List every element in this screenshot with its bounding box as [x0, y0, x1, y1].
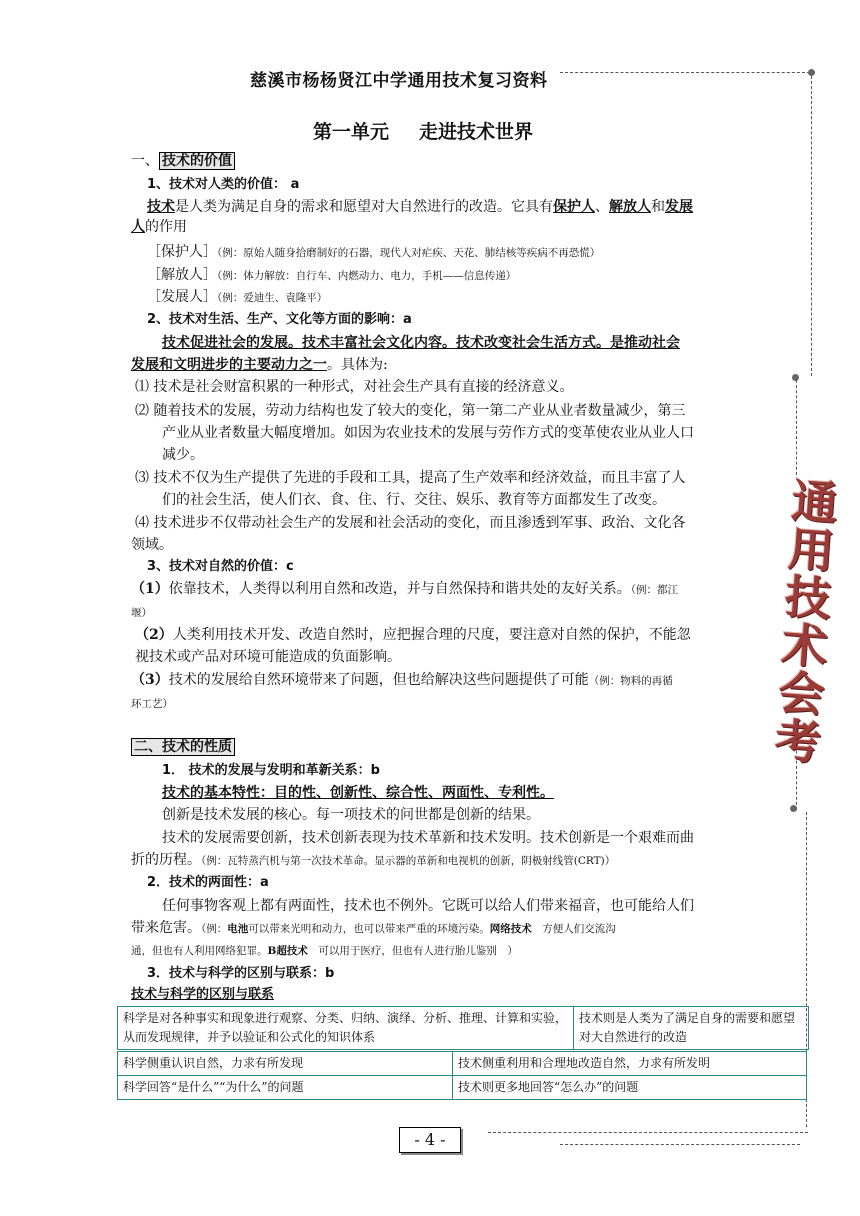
unit-name: 走进技术世界: [419, 121, 534, 143]
table-cell: 技术侧重利用和合理地改造自然，力求有所发明: [453, 1052, 807, 1076]
text: 依靠技术，人类得以利用自然和改造，并与自然保持和谐共处的友好关系。: [168, 581, 631, 597]
table-cell: 科学回答“是什么”“为什么”的问题: [118, 1076, 453, 1100]
table-cell: 科学是对各种事实和现象进行观察、分类、归纳、演绎、分析、推理、计算和实验，从而发现规律，并予以验证和公式化的知识体系: [118, 1007, 574, 1050]
banner-char: 技: [783, 569, 833, 627]
s2-sub1-p2-line2: [131, 851, 615, 870]
section2-prefix: 二、: [134, 739, 162, 755]
sub2-point-4-line1: ⑷ 技术进步不仅带动社会生产的发展和社会活动的变化，而且渗透到军事、政治、文化各: [135, 515, 686, 531]
right-dash-line-mid: [796, 380, 797, 480]
school-title: 慈溪市杨杨贤江中学通用技术复习资料: [250, 71, 548, 91]
text: 和: [651, 199, 665, 215]
term-develop-end: 人: [131, 219, 145, 235]
s2-sub2-heading: 2．技术的两面性：a: [147, 875, 269, 890]
s2-sub2-line2: [131, 919, 616, 938]
note: （例：都江: [630, 584, 678, 596]
value-item-protect: [147, 243, 600, 262]
s2-sub2-line1: 任何事物客观上都有两面性，技术也不例外。它既可以给人们带来福音，也可能给人们: [162, 898, 694, 914]
sub2-point-3-line1: ⑶ 技术不仅为生产提供了先进的手段和工具，提高了生产效率和经济效益，而且丰富了人: [135, 470, 686, 486]
sub2-summary-line2: [131, 356, 388, 374]
term-liberate: 解放人: [609, 199, 651, 215]
sub2-point-4-line2: 领域。: [131, 537, 173, 553]
sub3-heading: 3、技术对自然的价值：c: [147, 559, 294, 574]
text: 的作用: [145, 219, 187, 235]
page-number: - 4 -: [399, 1127, 461, 1153]
comparison-table: [117, 1006, 809, 1050]
term-develop: 发展: [665, 199, 693, 215]
section2-title: 技术的性质: [162, 739, 232, 755]
right-dot-2: [790, 805, 797, 812]
note: （例：: [201, 923, 228, 935]
sub3-point-2-line1: [135, 626, 691, 644]
sub2-point-2-line2: 产业从业者数量大幅度增加。如因为农业技术的发展与劳作方式的变革使农业从业人口: [162, 425, 694, 441]
sub1-paragraph-line1: [147, 198, 693, 216]
sub1-paragraph-line2: [131, 218, 187, 236]
note-term-network: 网络技术: [489, 923, 532, 935]
s2-sub2-line3: [131, 942, 518, 960]
unit-number: 第一单元: [313, 121, 390, 143]
sub2-heading: 2、技术对生活、生产、文化等方面的影响：a: [147, 312, 412, 327]
section1-heading: [131, 152, 235, 170]
table-cell: 技术则更多地回答“怎么办”的问题: [453, 1076, 807, 1100]
section1-title: 技术的价值: [159, 152, 235, 170]
sub1-heading: 1、技术对人类的价值： a: [147, 177, 300, 192]
point-number: （3）: [131, 672, 169, 688]
right-dash-line-top: [811, 76, 812, 376]
sub2-point-2-line3: 减少。: [162, 447, 204, 463]
value-item-develop: [147, 288, 327, 307]
bottom-dash-line: [488, 1132, 808, 1133]
s2-sub1-heading: 1． 技术的发展与发明和革新关系：b: [162, 763, 380, 778]
banner-char: 用: [786, 521, 837, 579]
unit-title: [313, 117, 533, 144]
note: 通，但也有人利用网络犯罪。: [131, 945, 268, 957]
note: 可以带来光明和动力，也可以带来严重的环境污染。: [248, 923, 490, 935]
note: （例：瓦特蒸汽机与第一次技术革命。显示器的革新和电视机的创新，阴极射线管(CRT)）: [201, 855, 616, 867]
banner-char: 通: [789, 473, 840, 531]
note: 可以用于医疗，但也有人进行胎儿鉴别 ）: [307, 945, 518, 957]
section1-prefix: 一、: [131, 153, 159, 169]
summary-emphasis: 发展和文明进步的主要动力之一: [131, 357, 327, 373]
banner-char: 考: [773, 713, 823, 771]
table-title: 技术与科学的区别与联系: [131, 987, 275, 1002]
sub3-point-2-line2: 视技术或产品对环境可能造成的负面影响。: [135, 649, 401, 665]
sub2-summary-line1: 技术促进社会的发展。技术丰富社会文化内容。技术改变社会生活方式。是推动社会: [162, 335, 680, 351]
s2-sub1-p1: 创新是技术发展的核心。每一项技术的问世都是创新的结果。: [162, 807, 540, 823]
term-protect: 保护人: [553, 199, 595, 215]
bottom-dash-line-2: [560, 1144, 800, 1145]
value-label: ［解放人］: [147, 267, 217, 283]
text: 技术的发展给自然环境带来了问题，但也给解决这些问题提供了可能: [168, 672, 589, 688]
text: 、: [595, 199, 609, 215]
text: 折的历程。: [131, 852, 201, 868]
banner-char: 会: [776, 665, 827, 723]
sub2-point-3-line2: 们的社会生活，使人们衣、食、住、行、交往、娱乐、教育等方面都发生了改变。: [162, 492, 666, 508]
s2-sub1-p2-line1: 技术的发展需要创新，技术创新表现为技术革新和技术发明。技术创新是一个艰难而曲: [162, 830, 694, 846]
top-right-dot: [808, 69, 815, 76]
section2-title-box: [131, 738, 235, 756]
vertical-banner: [770, 473, 847, 771]
sub3-point-3-line1: [131, 671, 673, 690]
text: 人类利用技术开发、改造自然时，应把握合理的尺度，要注意对自然的保护，不能忽: [172, 627, 691, 643]
text: 。具体为:: [327, 357, 388, 373]
banner-char: 术: [779, 617, 830, 675]
table-row: [118, 1052, 807, 1076]
s2-sub3-heading: 3．技术与科学的区别与联系：b: [147, 966, 335, 981]
note-term-battery: 电池: [227, 923, 249, 935]
note: 方便人们交流沟: [531, 923, 616, 935]
text: 带来危害。: [131, 920, 201, 936]
sub2-point-1: ⑴ 技术是社会财富积累的一种形式，对社会生产具有直接的经济意义。: [135, 379, 574, 395]
sub3-point-1-line1: [131, 580, 678, 599]
value-item-liberate: [147, 266, 516, 285]
traits-line: 技术的基本特性：目的性、创新性、综合性、两面性、专利性。: [162, 785, 554, 801]
table-row: [118, 1076, 807, 1100]
comparison-table-lower: [117, 1051, 807, 1100]
sub3-point-1-line2: 堰）: [131, 607, 152, 619]
value-note: （例：体力解放：自行车、内燃动力、电力，手机——信息传递）: [217, 270, 517, 282]
note: （例：物料的再循: [588, 675, 673, 687]
table-cell: 技术则是人类为了满足自身的需要和愿望对大自然进行的改造: [574, 1007, 809, 1050]
top-dash-line: [560, 72, 815, 73]
value-note: （例：原始人随身拾磨制好的石器，现代人对疟疾、天花、肺结核等疾病不再恐慌）: [217, 247, 601, 259]
table-cell: 科学侧重认识自然，力求有所发现: [118, 1052, 453, 1076]
value-label: ［保护人］: [147, 244, 217, 260]
value-note: （例：爱迪生、袁隆平）: [217, 292, 328, 304]
value-label: ［发展人］: [147, 289, 217, 305]
note-term-bultrasound: B超技术: [267, 945, 308, 957]
sub2-point-2-line1: ⑵ 随着技术的发展，劳动力结构也发了较大的变化，第一第二产业从业者数量减少，第三: [135, 403, 686, 419]
section2-heading: [131, 738, 235, 756]
sub3-point-3-line2: 环工艺）: [131, 698, 173, 710]
text: 是人类为满足自身的需求和愿望对大自然进行的改造。它具有: [175, 199, 553, 215]
point-number: （1）: [131, 581, 169, 597]
table-row: [118, 1007, 809, 1050]
point-number: （2）: [135, 627, 173, 643]
term-technology: 技术: [147, 199, 175, 215]
